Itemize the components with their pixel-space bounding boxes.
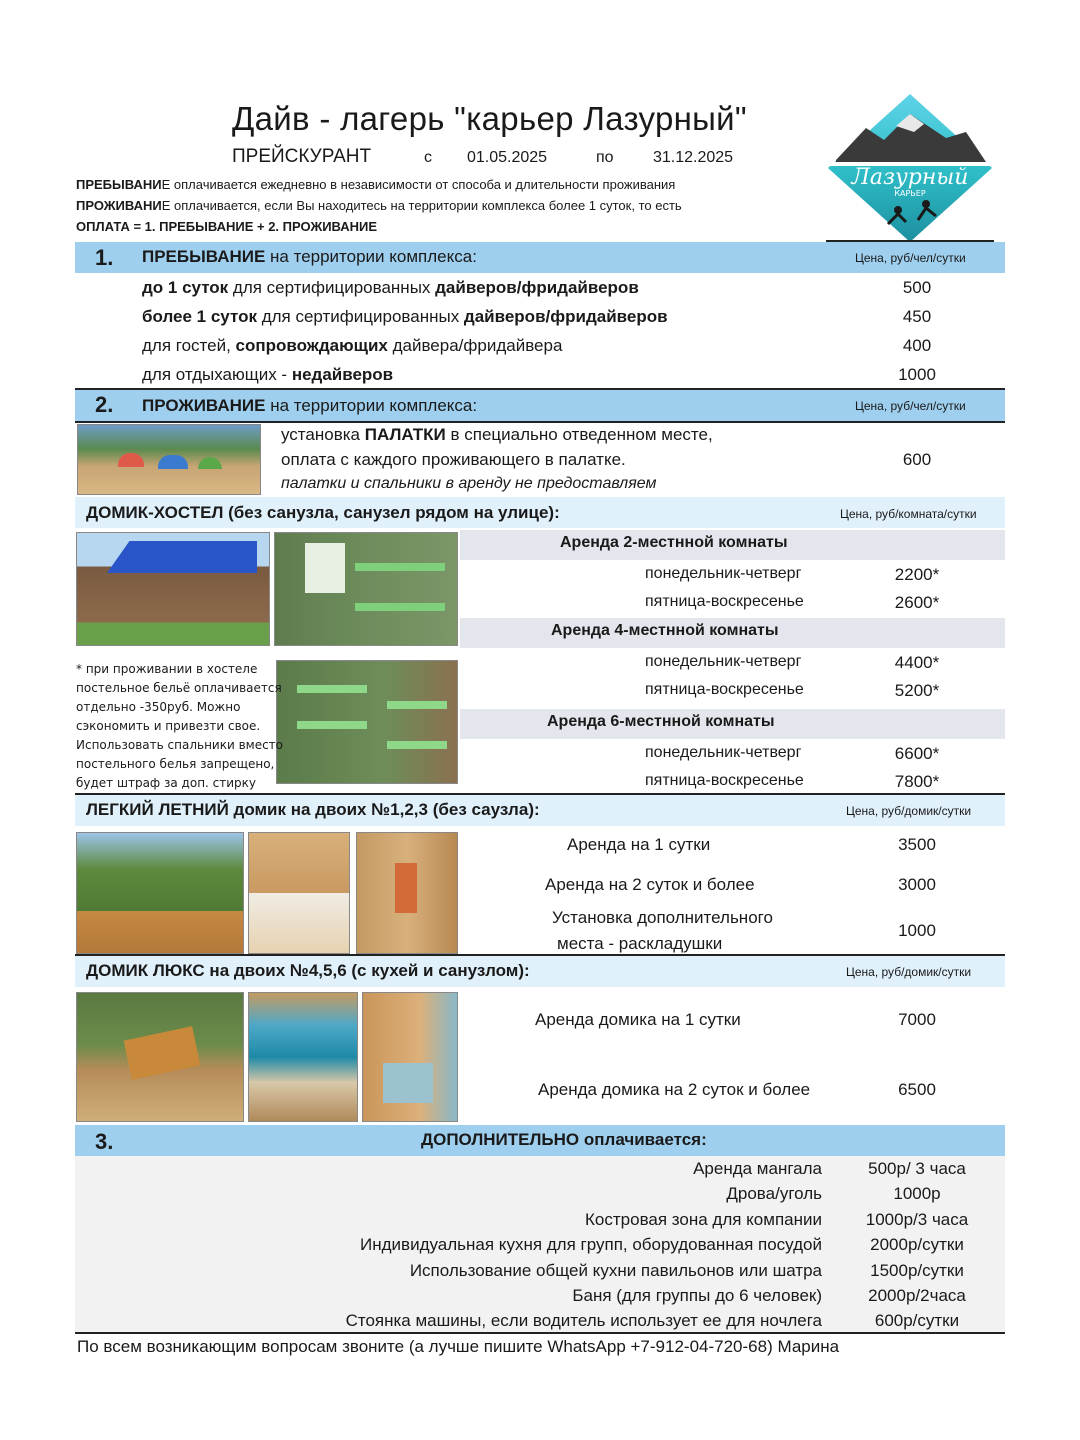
summer-row-label: Аренда на 2 суток и более — [545, 875, 755, 894]
summer-row-label: Установка дополнительного — [552, 908, 773, 927]
extra-service-label: Дрова/уголь — [726, 1184, 822, 1204]
summer-row-price: 1000 — [898, 921, 936, 940]
extra-service-label: Индивидуальная кухня для групп, оборудованная посудой — [360, 1235, 822, 1255]
intro-line-1: ПРЕБЫВАНИЕ оплачивается ежедневно в независимости от способа и длительности проживания — [76, 177, 676, 192]
summer-row-price: 3000 — [898, 875, 936, 894]
hostel-exterior-photo — [76, 532, 270, 646]
lux-row-label: Аренда домика на 1 сутки — [535, 1010, 741, 1029]
section-2-number: 2. — [95, 392, 114, 417]
summer-row-label-cont: места - раскладушки — [557, 934, 723, 953]
summer-house-bedroom-photo — [248, 832, 350, 954]
lux-row-label: Аренда домика на 2 суток и более — [538, 1080, 811, 1099]
extra-service-price: 500р/ 3 часа — [868, 1159, 966, 1178]
summer-house-interior-photo — [356, 832, 458, 954]
extra-service-label: Аренда мангала — [693, 1159, 822, 1178]
hostel-room-group-title: Аренда 2-местнной комнаты — [560, 534, 788, 551]
extra-service-label: Баня (для группы до 6 человек) — [572, 1286, 822, 1305]
footer-contact: По всем возникающим вопросам звоните (а лучше пишите WhatsApp +7-912-04-720-68) Марина — [77, 1337, 840, 1356]
stay-row-price: 450 — [902, 307, 932, 326]
hostel-note-line: будет штраф за доп. стирку — [76, 776, 257, 790]
summer-house-exterior-photo — [76, 832, 244, 954]
hostel-day-price: 5200* — [894, 681, 940, 700]
stay-row-price: 400 — [902, 336, 932, 355]
divider — [75, 1332, 1005, 1334]
logo-diamond-icon — [826, 92, 994, 244]
hostel-note-line: сэкономить и привезти свое. — [76, 719, 261, 733]
tent-camp-photo — [77, 424, 261, 495]
hostel-day-price: 7800* — [894, 772, 940, 791]
pricelist-label: ПРЕЙСКУРАНТ — [232, 146, 372, 167]
hostel-day-price: 2600* — [894, 593, 940, 612]
section-3-title: ДОПОЛНИТЕЛЬНО оплачивается: — [421, 1130, 707, 1149]
extra-service-price: 2000р/2часа — [868, 1286, 966, 1305]
hostel-note-line: постельного белья запрещено, — [76, 757, 275, 771]
lux-row-price: 6500 — [898, 1080, 936, 1099]
extra-service-price: 1000р — [893, 1184, 941, 1204]
lux-row-price: 7000 — [898, 1010, 936, 1029]
hostel-day-price: 4400* — [894, 653, 940, 672]
hostel-title: ДОМИК-ХОСТЕЛ (без санузла, санузел рядом на улице): — [86, 503, 560, 522]
stay-row-price: 1000 — [898, 365, 936, 384]
hostel-unit: Цена, руб/комната/сутки — [840, 507, 977, 521]
stay-row-label: для отдыхающих - недайверов — [142, 365, 394, 384]
hostel-note-line: * при проживании в хостеле — [76, 662, 258, 676]
hostel-note-line: постельное бельё оплачивается — [76, 681, 282, 695]
from-label: с — [424, 149, 432, 166]
lux-title: ДОМИК ЛЮКС на двоих №4,5,6 (с кухей и санузлом): — [86, 961, 530, 980]
to-label: по — [596, 149, 614, 166]
extra-service-label: Стоянка машины, если водитель использует ее для ночлега — [345, 1311, 822, 1331]
page-title: Дайв - лагерь "карьер Лазурный" — [232, 100, 747, 137]
stay-row-price: 500 — [902, 278, 932, 297]
lux-unit: Цена, руб/домик/сутки — [846, 965, 972, 979]
summer-unit: Цена, руб/домик/сутки — [846, 804, 972, 818]
logo — [826, 92, 994, 244]
stay-row-label: более 1 суток для сертифицированных дайверов/фридайверов — [142, 307, 668, 326]
lux-house-kitchen-photo — [362, 992, 458, 1122]
summer-row-label: Аренда на 1 сутки — [567, 835, 711, 854]
section-2-title: ПРОЖИВАНИЕ на территории комплекса: — [142, 396, 478, 415]
hostel-day-label: пятница-воскресенье — [645, 681, 804, 698]
section-1-unit: Цена, руб/чел/сутки — [855, 251, 966, 265]
stay-row-label: до 1 суток для сертифицированных дайверов/фридайверов — [142, 278, 639, 297]
hostel-room-2-photo — [274, 532, 458, 646]
tent-price: 600 — [902, 450, 932, 469]
hostel-day-label: пятница-воскресенье — [645, 593, 804, 610]
extra-service-price: 2000р/сутки — [870, 1235, 964, 1255]
hostel-room-group-title: Аренда 4-местнной комнаты — [551, 622, 779, 639]
extra-service-label: Использование общей кухни павильонов или шатра — [409, 1260, 822, 1280]
divider — [75, 421, 1005, 423]
hostel-day-price: 6600* — [894, 744, 940, 763]
svg-text:КАРЬЕР: КАРЬЕР — [894, 189, 926, 198]
extra-service-label: Костровая зона для компании — [585, 1209, 822, 1229]
to-date: 31.12.2025 — [653, 149, 734, 166]
section-1-title: ПРЕБЫВАНИЕ на территории комплекса: — [142, 247, 477, 266]
summer-row-price: 3500 — [898, 835, 936, 854]
hostel-day-label: пятница-воскресенье — [645, 772, 804, 789]
hostel-note-line: Использовать спальники вместо — [76, 738, 284, 752]
lux-house-bedroom-photo — [248, 992, 358, 1122]
hostel-day-label: понедельник-четверг — [645, 744, 802, 761]
hostel-day-label: понедельник-четверг — [645, 653, 802, 670]
stay-row-label: для гостей, сопровождающих дайвера/фридайвера — [142, 336, 563, 355]
extra-service-price: 1000р/3 часа — [865, 1209, 969, 1229]
section-3-number: 3. — [95, 1129, 114, 1154]
tent-line-2: оплата с каждого проживающего в палатке. — [281, 450, 626, 469]
extra-service-price: 1500р/сутки — [870, 1260, 964, 1280]
extra-service-price: 600р/сутки — [874, 1311, 960, 1331]
svg-text:Лазурный: Лазурный — [851, 165, 969, 190]
intro-line-2: ПРОЖИВАНИЕ оплачивается, если Вы находитесь на территории комплекса более 1 суток, то есть — [76, 198, 682, 213]
summer-title: ЛЕГКИЙ ЛЕТНИЙ домик на двоих №1,2,3 (без саузла): — [86, 800, 540, 819]
hostel-day-price: 2200* — [894, 565, 940, 584]
section-2-unit: Цена, руб/чел/сутки — [855, 399, 966, 413]
hostel-room-4-photo — [276, 660, 458, 784]
intro-line-3: ОПЛАТА = 1. ПРЕБЫВАНИЕ + 2. ПРОЖИВАНИЕ — [76, 219, 378, 234]
hostel-note-line: отдельно -350руб. Можно — [76, 700, 241, 714]
hostel-note — [76, 660, 283, 793]
tent-line-1: установка ПАЛАТКИ в специально отведенном месте, — [281, 425, 713, 444]
lux-house-exterior-photo — [76, 992, 244, 1122]
hostel-day-label: понедельник-четверг — [645, 565, 802, 582]
from-date: 01.05.2025 — [467, 149, 548, 166]
hostel-room-group-title: Аренда 6-местнной комнаты — [547, 713, 775, 730]
tent-line-3: палатки и спальники в аренду не предоставляем — [281, 475, 657, 492]
section-1-number: 1. — [95, 245, 114, 270]
